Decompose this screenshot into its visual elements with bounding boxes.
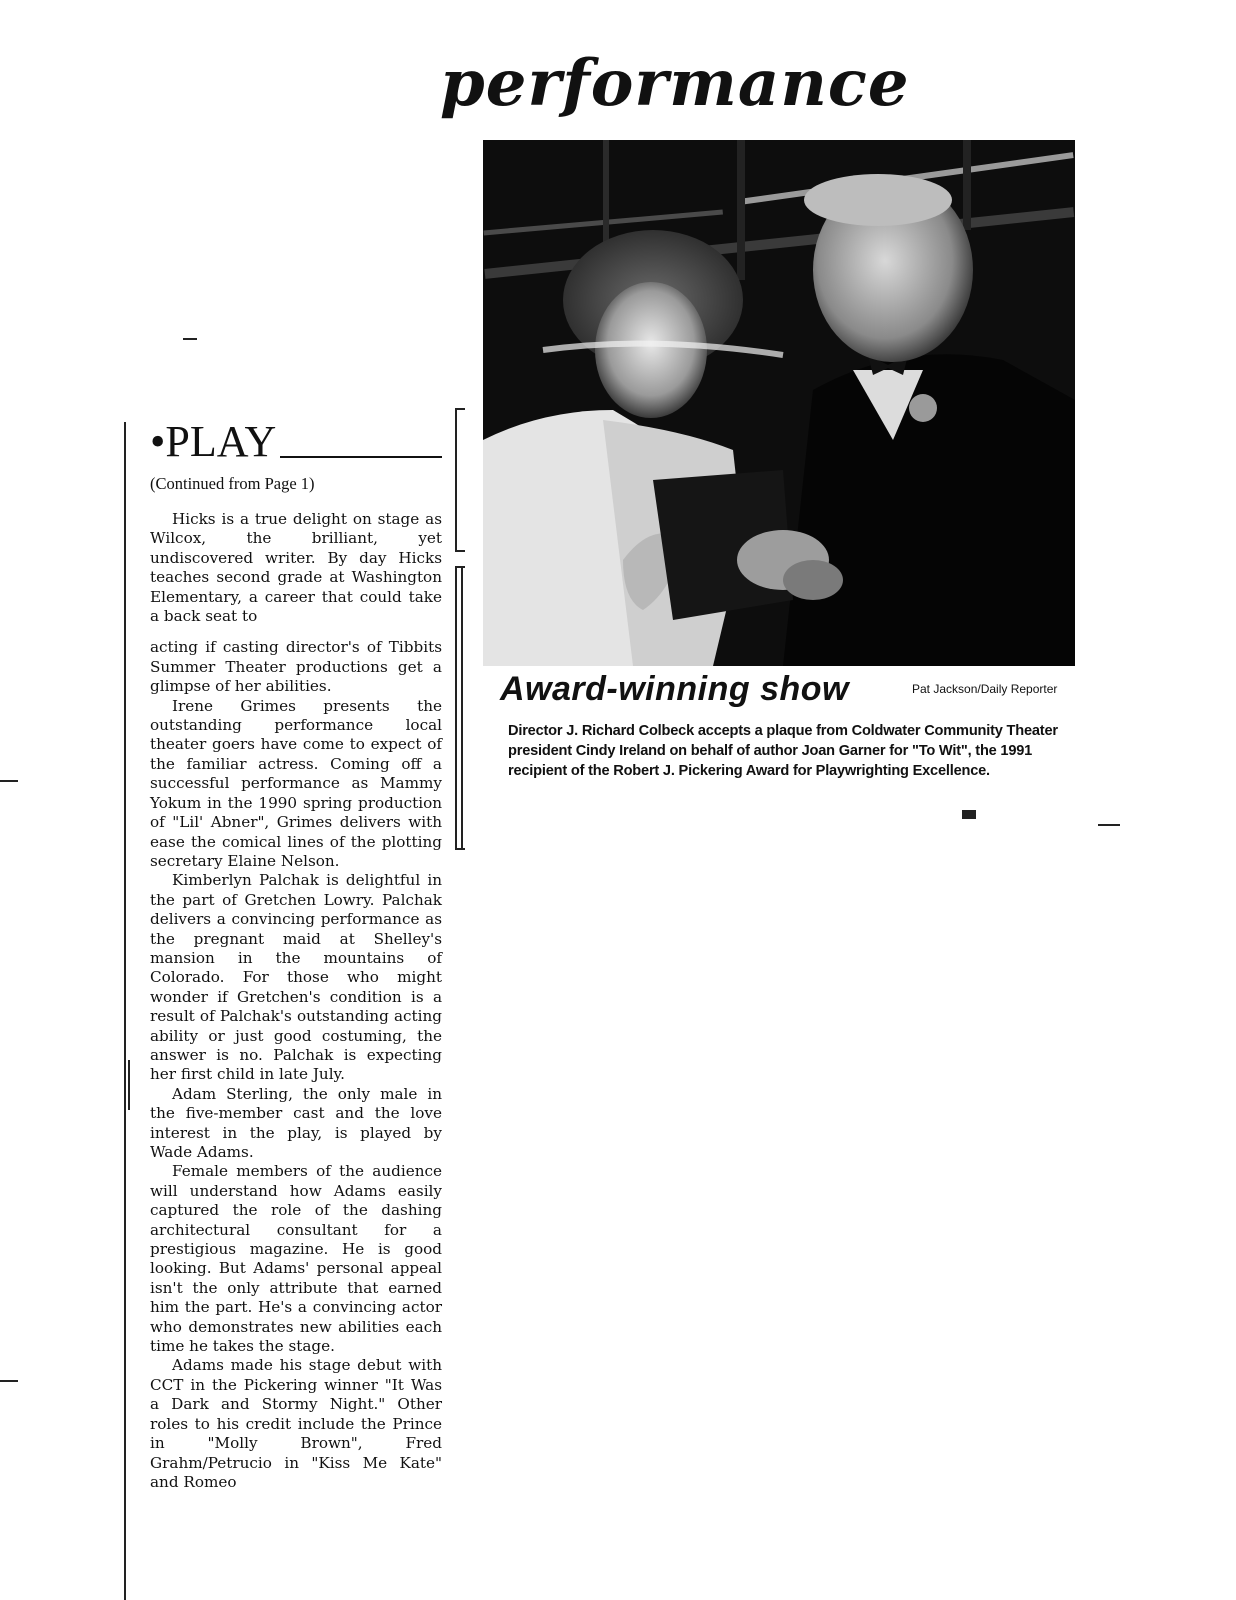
- kicker-rule: [280, 456, 442, 458]
- article-paragraph: acting if casting director's of Tibbits Summer Theater productions get a glimpse of her abilities.: [150, 638, 442, 696]
- play-article: [150, 418, 442, 1492]
- scan-mark: [183, 338, 197, 340]
- article-kicker: [150, 418, 442, 464]
- kicker-label: •PLAY: [150, 417, 277, 466]
- article-paragraph: Irene Grimes presents the outstanding performance local theater goers have come to expect of the familiar actress. Coming off a successful performance as Mammy Yokum in the 1990 spring production of "Lil' Abner", Grimes delivers with ease the comical lines of the plotting secretary Elaine Nelson.: [150, 696, 442, 870]
- photo-illustration: [483, 140, 1075, 666]
- scan-mark: [1098, 824, 1120, 826]
- photo-credit: Pat Jackson/Daily Reporter: [912, 682, 1058, 696]
- article-paragraph: Kimberlyn Palchak is delightful in the part of Gretchen Lowry. Palchak delivers a convincing performance as the pregnant maid at Shelley's mansion in the mountains of Colorado. For those who might wonder if Gretchen's condition is a result of Palchak's outstanding acting ability or just good costuming, the answer is no. Palchak is expecting her first child in late July.: [150, 871, 442, 1084]
- article-body: [150, 510, 442, 1492]
- column-break: [150, 626, 442, 638]
- bracket-bottom: [455, 566, 465, 850]
- photo-headline: Award-winning show: [500, 670, 849, 708]
- article-paragraph: Female members of the audience will understand how Adams easily captured the role of the dashing architectural consultant for a prestigious magazine. He is good looking. But Adams' personal appeal isn't the only attribute that earned him the part. He's a convincing actor who demonstrates new abilities each time he takes the stage.: [150, 1162, 442, 1356]
- article-paragraph: Hicks is a true delight on stage as Wilcox, the brilliant, yet undiscovered writer. By day Hicks teaches second grade at Washington Elementary, a career that could take a back seat to: [150, 510, 442, 626]
- award-photo: [483, 140, 1075, 666]
- scan-mark: [0, 780, 18, 782]
- bracket-top: [455, 408, 465, 552]
- photo-caption: Director J. Richard Colbeck accepts a plaque from Coldwater Community Theater president Cindy Ireland on behalf of author Joan Garner for "To Wit", the 1991 recipient of the Robert J. Pickering Award for Playwrighting Excellence.: [508, 723, 1058, 779]
- article-paragraph: Adams made his stage debut with CCT in the Pickering winner "It Was a Dark and Stormy Night." Other roles to his credit include the Prince in "Molly Brown", Fred Grahm/Petrucio in "Kiss Me Kate" and Romeo: [150, 1356, 442, 1491]
- column-rule: [124, 422, 126, 1600]
- scan-mark: [962, 810, 976, 819]
- section-title: performance: [440, 46, 910, 121]
- article-paragraph: Adam Sterling, the only male in the five-member cast and the love interest in the play, is played by Wade Adams.: [150, 1084, 442, 1161]
- scan-mark: [0, 1380, 18, 1382]
- continued-line: (Continued from Page 1): [150, 474, 315, 493]
- scan-mark: [128, 1060, 130, 1110]
